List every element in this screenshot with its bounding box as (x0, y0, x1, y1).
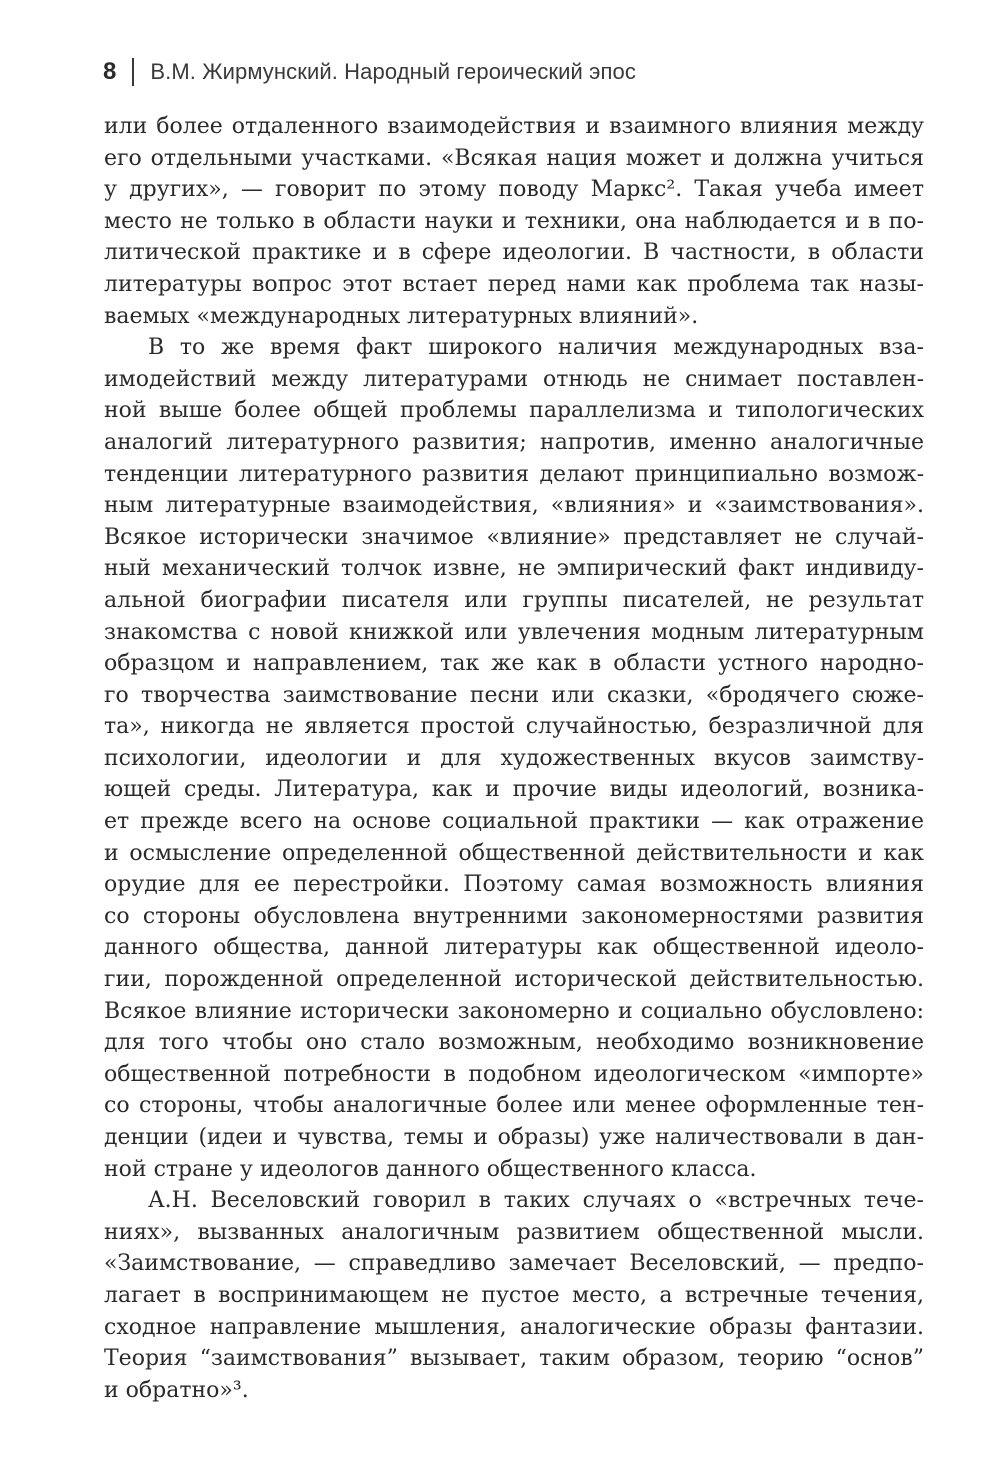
paragraph (104, 1185, 924, 1406)
text-line: лагает в воспринимающем не пустое место, а встречные течения, (104, 1282, 924, 1308)
text-line: та», никогда не является простой случайностью, безразличной для (104, 714, 924, 740)
text-line: и осмысление определенной общественной действительности и как (104, 840, 924, 866)
text-line: Всякое влияние исторически закономерно и социально обусловлено: (104, 998, 924, 1024)
paragraph (104, 332, 924, 1185)
paragraph (104, 111, 924, 332)
text-line: со стороны обусловлена внутренними закономерностями развития (104, 903, 924, 929)
text-line: А.Н. Веселовский говорил в таких случаях о «встречных тече- (148, 1188, 924, 1214)
text-line: Всякое исторически значимое «влияние» представляет не случай- (104, 524, 924, 550)
text-line: ваемых «международных литературных влияний». (104, 303, 699, 329)
text-line: его отдельными участками. «Всякая нация может и должна учиться (104, 145, 924, 171)
text-line: данного общества, данной литературы как общественной идеоло- (104, 935, 924, 961)
text-line: В то же время факт широкого наличия международных вза- (148, 335, 924, 361)
text-line: го творчества заимствование песни или сказки, «бродячего сюже- (104, 682, 924, 708)
text-line: ный механический толчок извне, не эмпирический факт индивиду- (104, 556, 924, 582)
text-line: место не только в области науки и техники, она наблюдается и в по- (104, 208, 924, 234)
text-line: имодействий между литературами отнюдь не снимает поставлен- (104, 366, 924, 392)
text-line: для того чтобы оно стало возможным, необходимо возникновение (104, 1030, 924, 1056)
text-line: со стороны, чтобы аналогичные более или менее оформленные тен- (104, 1093, 924, 1119)
text-line: тенденции литературного развития делают принципиально возмож- (104, 461, 924, 487)
text-line: ющей среды. Литература, как и прочие виды идеологий, возника- (104, 777, 924, 803)
text-line: у других», — говорит по этому поводу Маркс². Такая учеба имеет (104, 177, 924, 203)
text-line: ной стране у идеологов данного общественного класса. (104, 1156, 757, 1182)
text-line: знакомства с новой книжкой или увлечения модным литературным (104, 619, 924, 645)
body-text (104, 111, 924, 1406)
text-line: Теория “заимствования” вызывает, таким образом, теорию “основ” (104, 1346, 924, 1372)
text-line: и обратно»³. (104, 1377, 249, 1403)
text-line: или более отдаленного взаимодействия и взаимного влияния между (104, 114, 924, 139)
text-line: альной биографии писателя или группы писателей, не результат (104, 587, 924, 613)
header-divider (132, 58, 134, 86)
running-header (103, 52, 636, 92)
text-line: орудие для ее перестройки. Поэтому самая возможность влияния (104, 872, 924, 898)
text-line: ным литературные взаимодействия, «влияния» и «заимствования». (104, 493, 924, 519)
text-line: денции (идеи и чувства, темы и образы) уже наличествовали в дан- (104, 1125, 924, 1150)
text-line: «Заимствование, — справедливо замечает Веселовский, — предпо- (104, 1251, 924, 1277)
text-line: литической практике и в сфере идеологии. В частности, в области (104, 240, 924, 266)
text-line: ниях», вызванных аналогичным развитием общественной мысли. (104, 1219, 924, 1245)
running-title: В.М. Жирмунский. Народный героический эпос (150, 59, 636, 84)
text-line: аналогий литературного развития; напротив, именно аналогичные (104, 429, 924, 455)
text-line: ной выше более общей проблемы параллелизма и типологических (104, 398, 924, 424)
text-line: общественной потребности в подобном идеологическом «импорте» (104, 1061, 924, 1087)
text-line: литературы вопрос этот встает перед нами как проблема так назы- (104, 271, 924, 297)
page-number: 8 (103, 58, 117, 85)
text-line: образцом и направлением, так же как в области устного народно- (104, 651, 924, 677)
text-line: гии, порожденной определенной исторической действительностью. (104, 967, 924, 993)
text-line: ет прежде всего на основе социальной практики — как отражение (104, 809, 924, 835)
text-line: сходное направление мышления, аналогические образы фантазии. (104, 1314, 924, 1340)
text-line: психологии, идеологии и для художественных вкусов заимству- (104, 745, 924, 771)
